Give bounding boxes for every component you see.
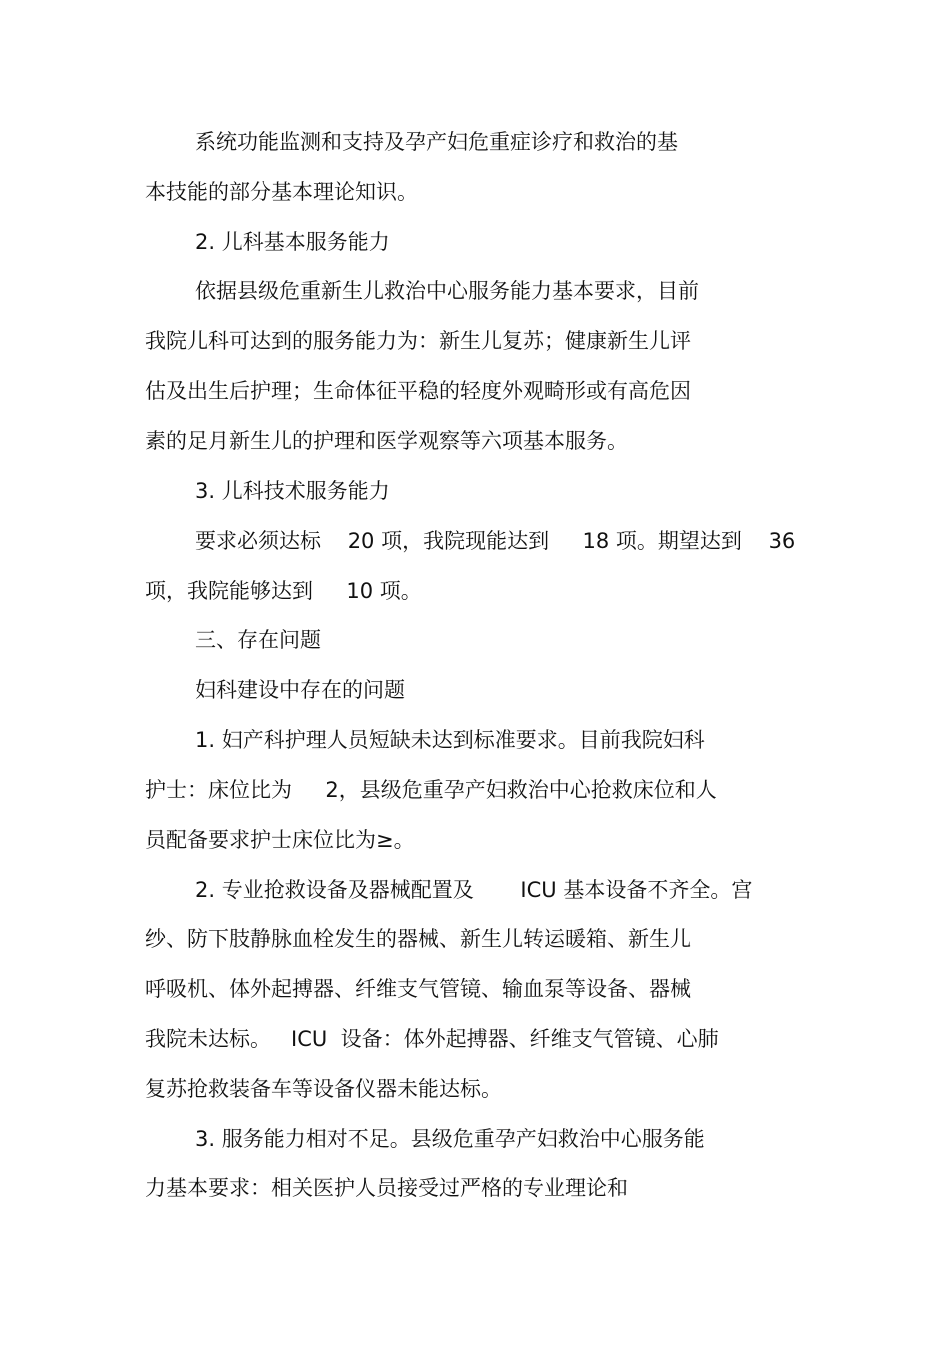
- paragraph-line: 1. 妇产科护理人员短缺未达到标准要求。目前我院妇科: [195, 728, 705, 752]
- section-heading: 3. 儿科技术服务能力: [195, 479, 390, 503]
- paragraph-line: 依据县级危重新生儿救治中心服务能力基本要求，目前: [195, 279, 699, 303]
- paragraph-line: 护士：床位比为 2，县级危重孕产妇救治中心抢救床位和人: [145, 778, 717, 802]
- paragraph-line: 我院未达标。 ICU 设备：体外起搏器、纤维支气管镜、心肺: [145, 1027, 719, 1051]
- paragraph-line: 力基本要求：相关医护人员接受过严格的专业理论和: [145, 1176, 628, 1200]
- paragraph-line: 系统功能监测和支持及孕产妇危重症诊疗和救治的基: [195, 130, 678, 154]
- paragraph-line: 估及出生后护理；生命体征平稳的轻度外观畸形或有高危因: [145, 379, 691, 403]
- paragraph-line: 3. 服务能力相对不足。县级危重孕产妇救治中心服务能: [195, 1127, 705, 1151]
- paragraph-line: 素的足月新生儿的护理和医学观察等六项基本服务。: [145, 429, 628, 453]
- paragraph-line: 复苏抢救装备车等设备仪器未能达标。: [145, 1077, 502, 1101]
- subsection-heading: 妇科建设中存在的问题: [195, 678, 405, 702]
- section-heading: 三、存在问题: [195, 628, 321, 652]
- paragraph-line: 我院儿科可达到的服务能力为：新生儿复苏；健康新生儿评: [145, 329, 691, 353]
- paragraph-line: 项，我院能够达到 10 项。: [145, 579, 422, 603]
- paragraph-line: 呼吸机、体外起搏器、纤维支气管镜、输血泵等设备、器械: [145, 977, 691, 1001]
- section-heading: 2. 儿科基本服务能力: [195, 230, 390, 254]
- paragraph-line: 2. 专业抢救设备及器械配置及 ICU 基本设备不齐全。宫: [195, 878, 753, 902]
- paragraph-line: 纱、防下肢静脉血栓发生的器械、新生儿转运暖箱、新生儿: [145, 927, 691, 951]
- paragraph-line: 本技能的部分基本理论知识。: [145, 180, 418, 204]
- paragraph-line: 要求必须达标 20 项，我院现能达到 18 项。期望达到 36: [195, 529, 796, 553]
- paragraph-line: 员配备要求护士床位比为≥。: [145, 828, 415, 852]
